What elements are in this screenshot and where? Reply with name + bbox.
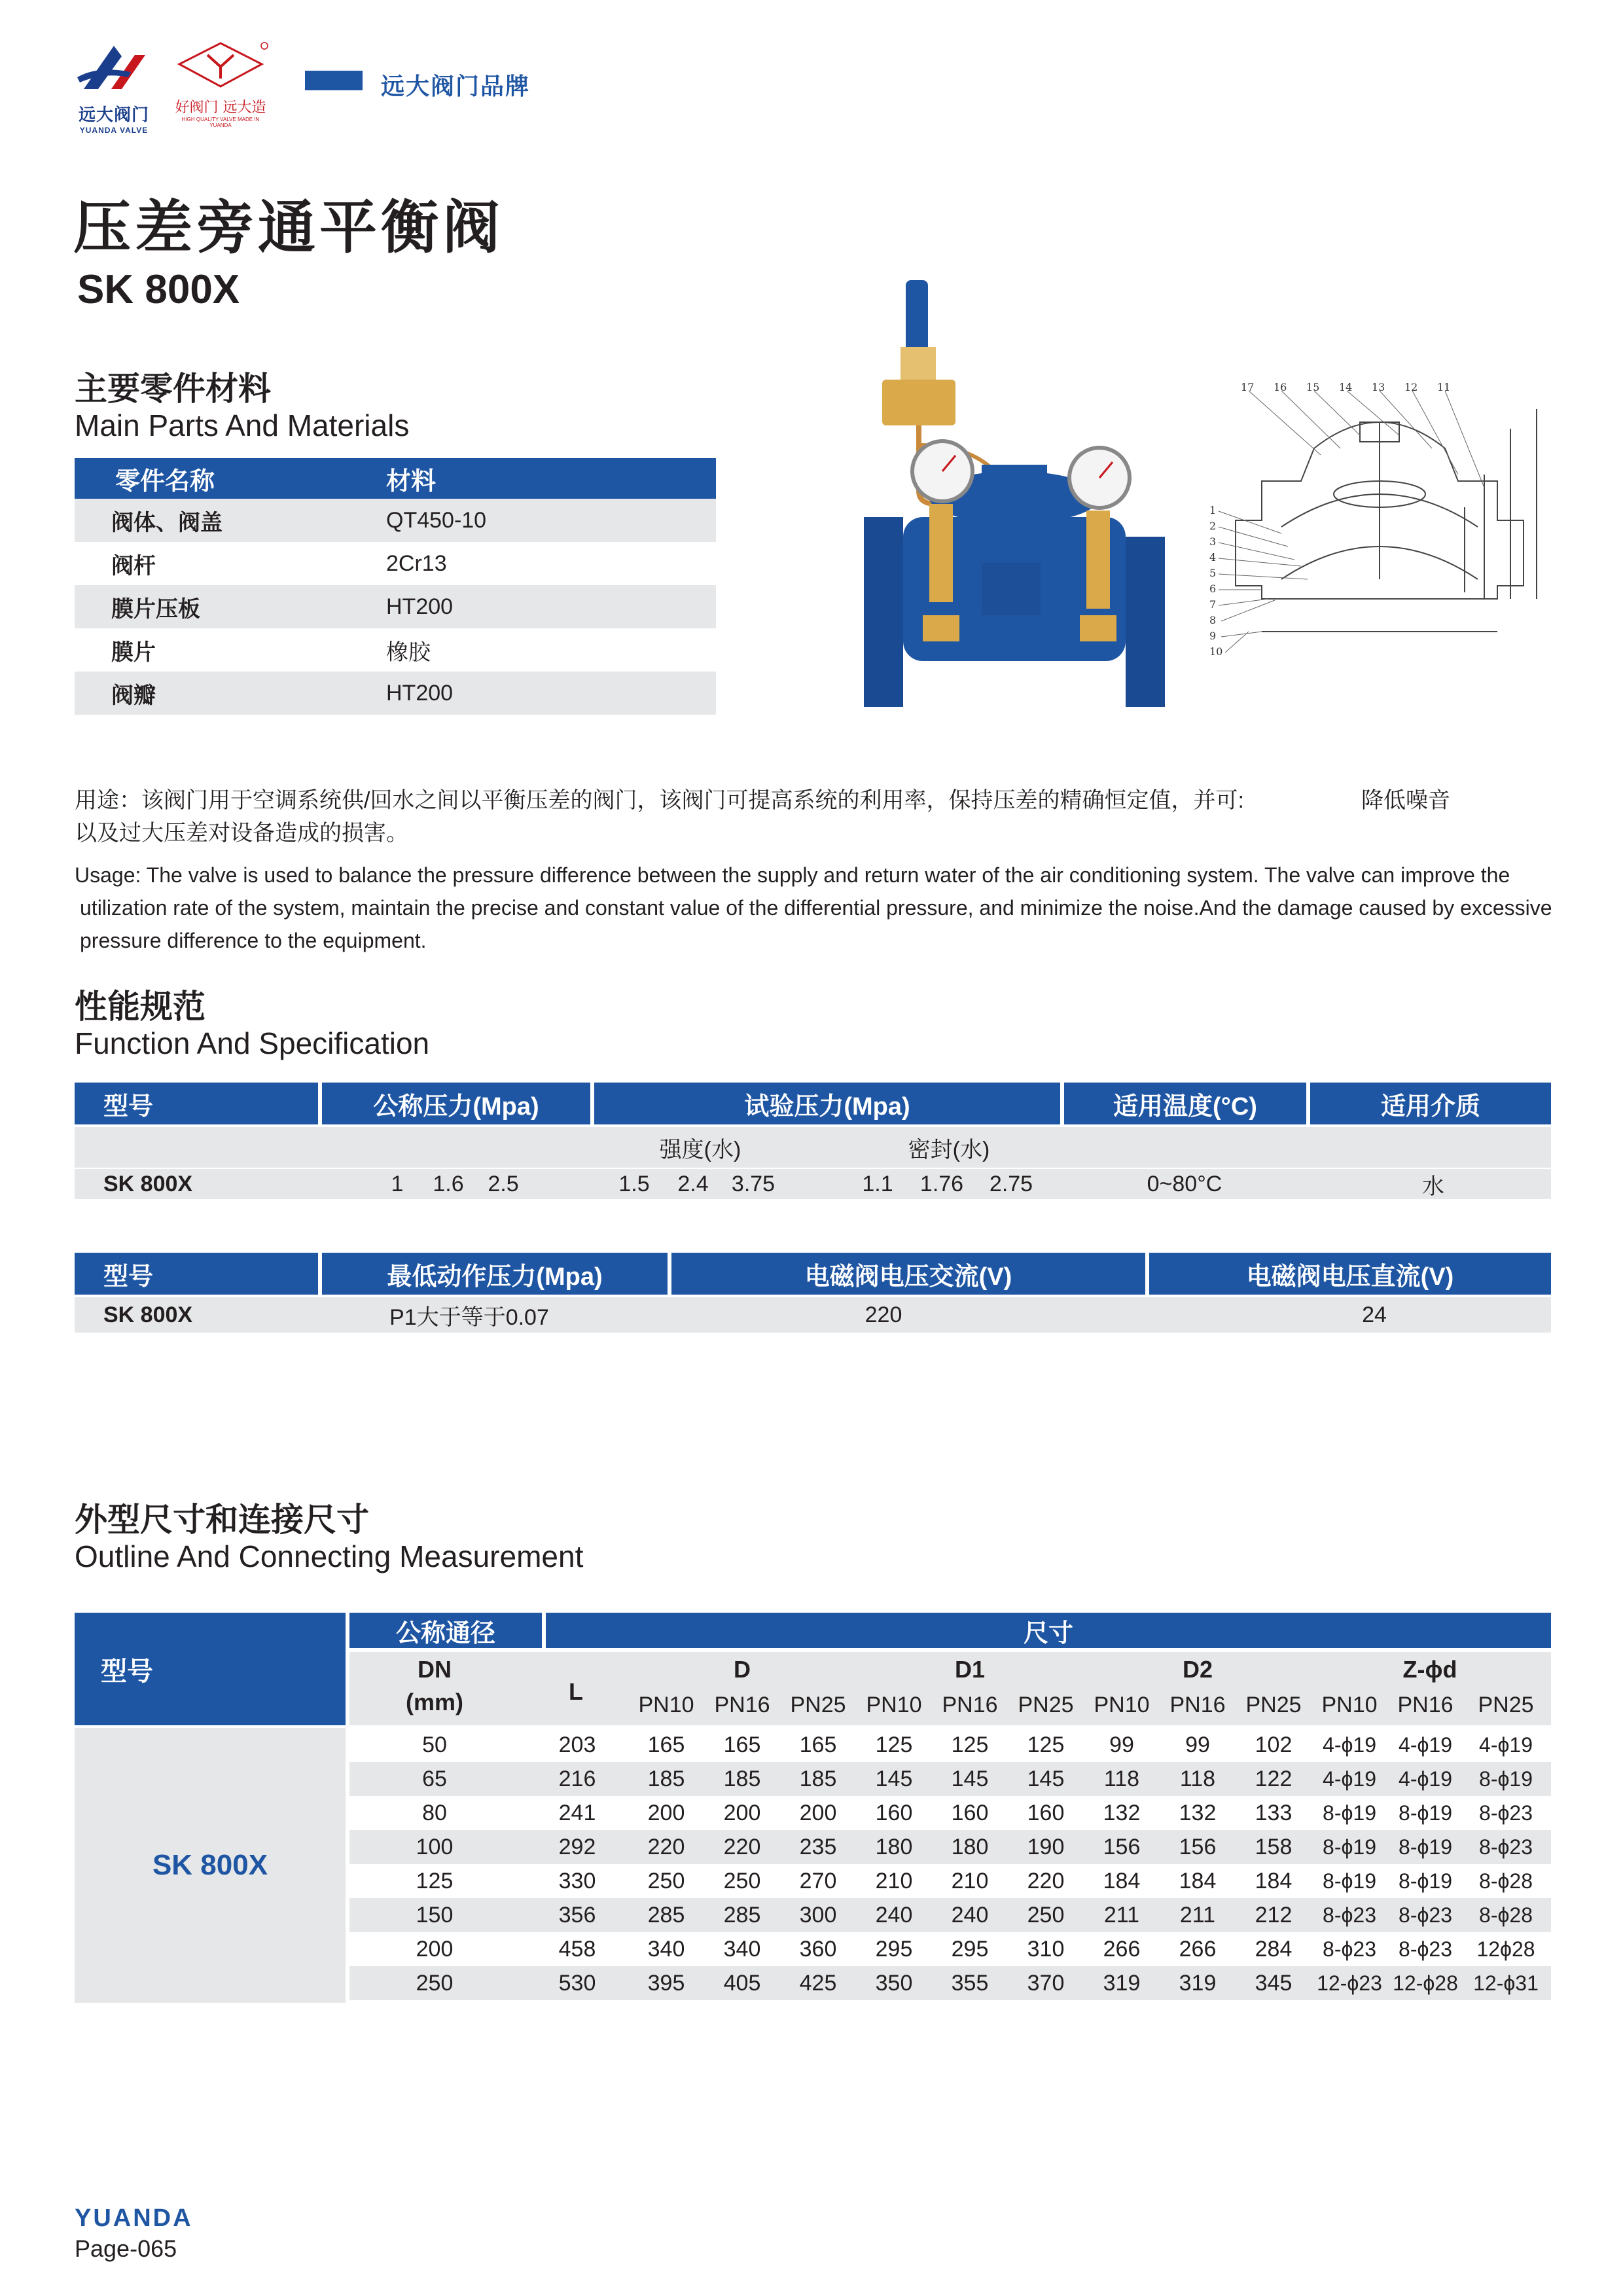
spec1-col-model: 型号 — [75, 1083, 318, 1124]
table-cell: 292 — [558, 1834, 596, 1859]
parts-heading-en: Main Parts And Materials — [75, 408, 410, 442]
part-material: QT450-10 — [386, 507, 487, 533]
dims-group-header: D — [734, 1656, 751, 1683]
dims-heading: 外型尺寸和连接尺寸 — [75, 1501, 369, 1538]
table-cell: 340 — [723, 1936, 761, 1962]
table-cell: 405 — [723, 1970, 761, 1996]
table-cell: 118 — [1103, 1766, 1140, 1791]
dims-group-header: D1 — [954, 1656, 986, 1683]
part-name: 膜片压板 — [111, 596, 200, 622]
drawing-label: 2 — [1209, 520, 1217, 532]
table-cell: 355 — [951, 1970, 989, 1996]
table-cell: 12-ϕ31 — [1473, 1971, 1539, 1995]
table-cell: 160 — [1027, 1800, 1065, 1825]
table-cell: 395 — [647, 1970, 685, 1996]
dims-group-header: Z-ϕd — [1402, 1656, 1457, 1683]
spec1-model: SK 800X — [103, 1171, 193, 1196]
spec2-col-min-pressure: 最低动作压力(Mpa) — [322, 1253, 668, 1295]
spec2-ac: 220 — [865, 1302, 902, 1327]
table-cell: 122 — [1255, 1766, 1293, 1791]
table-cell: 8-ϕ19 — [1399, 1869, 1452, 1893]
table-row — [75, 628, 716, 672]
drawing-label: 8 — [1209, 614, 1217, 626]
table-cell: 145 — [951, 1766, 989, 1791]
table-cell: 150 — [416, 1902, 454, 1928]
left-flange — [864, 517, 903, 707]
spec2-col-model: 型号 — [75, 1253, 318, 1295]
table-cell: 220 — [723, 1834, 761, 1859]
spec2-dc: 24 — [1362, 1302, 1387, 1327]
table-cell: 200 — [723, 1800, 761, 1825]
table-cell: 319 — [1103, 1970, 1141, 1996]
product-model: SK 800X — [77, 267, 240, 312]
parts-heading: 主要零件材料 — [75, 370, 271, 407]
spec-heading: 性能规范 — [75, 988, 205, 1025]
table-cell: 80 — [422, 1800, 447, 1825]
drawing-label: 5 — [1209, 567, 1217, 579]
part-name: 阀瓣 — [111, 683, 156, 708]
dims-pn-header: PN10 — [866, 1692, 922, 1717]
table-cell: 145 — [1027, 1766, 1065, 1791]
logo-text: 远大阀门 — [78, 105, 149, 124]
dims-pn-header: PN16 — [942, 1692, 998, 1717]
table-cell: 156 — [1103, 1834, 1141, 1859]
table-cell: 132 — [1179, 1800, 1217, 1825]
table-cell: 425 — [799, 1970, 837, 1996]
usage-en-line1: Usage: The valve is used to balance the pressure difference between the supply and return water of the air conditioning system. The valve can improve the — [75, 863, 1510, 887]
footer-brand: YUANDA — [75, 2204, 193, 2232]
table-cell: 530 — [558, 1970, 596, 1996]
drawing-label: 9 — [1209, 630, 1217, 642]
dims-pn-header: PN16 — [1169, 1692, 1226, 1717]
table-cell: 4-ϕ19 — [1323, 1732, 1376, 1757]
table-cell: 185 — [647, 1766, 685, 1791]
dims-col-dn-group: 公称通径 — [349, 1613, 542, 1648]
spec1-col-test: 试验压力(Mpa) — [594, 1083, 1060, 1124]
dims-L: L — [569, 1678, 583, 1705]
dims-col-size: 尺寸 — [546, 1613, 1551, 1648]
table-cell: 211 — [1103, 1902, 1140, 1928]
usage-en-line2: utilization rate of the system, maintain the precise and constant value of the differential pressure, and minimize the noise.And the damage caused by excessive — [80, 896, 1552, 920]
spec2-col-dc: 电磁阀电压直流(V) — [1149, 1253, 1551, 1295]
table-cell: 319 — [1179, 1970, 1217, 1996]
spec1-nominal: 1 — [391, 1171, 404, 1196]
usage-cn-line1-tail: 降低噪音 — [1361, 788, 1450, 813]
usage-cn-line1: 用途：该阀门用于空调系统供/回水之间以平衡压差的阀门，该阀门可提高系统的利用率，保持压差的精确恒定值，并可: — [75, 788, 1244, 813]
part-material: 橡胶 — [386, 639, 431, 665]
drawing-label: 11 — [1437, 383, 1451, 393]
spec1-seal: 1.76 — [919, 1171, 964, 1196]
table-cell: 8-ϕ23 — [1479, 1835, 1533, 1859]
yaoyu-emblem-icon — [171, 41, 270, 89]
table-cell: 270 — [799, 1868, 837, 1893]
table-cell: 125 — [951, 1732, 989, 1757]
table-cell: 345 — [1255, 1970, 1293, 1996]
dims-pn-header: PN25 — [1245, 1692, 1302, 1717]
table-cell: 12ϕ28 — [1476, 1937, 1535, 1961]
logo-subtext: YUANDA VALVE — [79, 126, 149, 135]
table-cell: 8-ϕ23 — [1323, 1903, 1376, 1927]
table-cell: 284 — [1255, 1936, 1293, 1962]
table-cell: 50 — [422, 1732, 447, 1757]
table-cell: 4-ϕ19 — [1399, 1767, 1452, 1791]
table-cell: 100 — [416, 1834, 454, 1859]
drawing-label: 7 — [1209, 598, 1217, 611]
header-accent-bar — [305, 71, 363, 90]
table-cell: 350 — [875, 1970, 913, 1996]
table-cell: 4-ϕ19 — [1399, 1732, 1452, 1757]
table-cell: 132 — [1103, 1800, 1141, 1825]
table-cell: 240 — [951, 1902, 989, 1928]
table-row — [75, 585, 716, 628]
dims-group-header: D2 — [1182, 1656, 1213, 1683]
spec1-seal: 2.75 — [989, 1171, 1033, 1196]
table-cell: 8-ϕ28 — [1479, 1869, 1533, 1893]
part-name: 阀杆 — [111, 553, 156, 579]
table-row — [75, 672, 716, 715]
part-name: 膜片 — [111, 639, 156, 665]
table-cell: 285 — [723, 1902, 761, 1928]
table-cell: 235 — [799, 1834, 837, 1859]
table-cell: 266 — [1179, 1936, 1217, 1962]
spec1-strength: 3.75 — [731, 1171, 776, 1196]
logo-slogan-en: HIGH QUALITY VALVE MADE IN YUANDA — [181, 117, 260, 128]
dims-col-model: 型号 — [75, 1613, 346, 1725]
logo-slogan: 好阀门 远大造 — [175, 99, 266, 116]
table-cell: 118 — [1179, 1766, 1216, 1791]
usage-cn-line2: 以及过大压差对设备造成的损害。 — [75, 821, 408, 846]
table-cell: 458 — [558, 1936, 596, 1962]
table-cell: 360 — [799, 1936, 837, 1962]
table-cell: 133 — [1255, 1800, 1293, 1825]
parts-table — [75, 458, 716, 715]
spec1-temp: 0~80°C — [1147, 1171, 1222, 1196]
drawing-label: 1 — [1209, 504, 1217, 516]
table-cell: 8-ϕ19 — [1399, 1835, 1452, 1859]
page-number: Page-065 — [75, 2235, 177, 2262]
header-brand: 远大阀门品牌 — [381, 73, 531, 99]
table-cell: 185 — [723, 1766, 761, 1791]
drawing-label: 6 — [1209, 583, 1217, 595]
spec1-nominal: 1.6 — [433, 1171, 464, 1196]
table-cell: 200 — [799, 1800, 837, 1825]
table-cell: 330 — [558, 1868, 596, 1893]
table-cell: 190 — [1027, 1834, 1065, 1859]
spec1-data-row — [75, 1169, 1551, 1199]
dims-mm: (mm) — [406, 1689, 463, 1715]
table-cell: 158 — [1255, 1834, 1293, 1859]
table-cell: 295 — [951, 1936, 989, 1962]
table-cell: 4-ϕ19 — [1323, 1767, 1376, 1791]
table-cell: 160 — [875, 1800, 913, 1825]
table-cell: 184 — [1255, 1868, 1293, 1893]
table-cell: 240 — [875, 1902, 913, 1928]
right-flange — [1126, 537, 1165, 707]
table-cell: 310 — [1027, 1936, 1065, 1962]
pilot-handle — [906, 280, 928, 352]
parts-table-header — [75, 458, 716, 499]
drawing-label: 14 — [1339, 383, 1353, 393]
table-cell: 250 — [723, 1868, 761, 1893]
table-cell: 241 — [558, 1800, 596, 1825]
dims-pn-header: PN16 — [1397, 1692, 1454, 1717]
table-cell: 8-ϕ23 — [1479, 1801, 1533, 1825]
valve-photo — [864, 275, 1171, 707]
dims-pn-header: PN25 — [1478, 1692, 1534, 1717]
dims-pn-header: PN10 — [1321, 1692, 1378, 1717]
table-cell: 8-ϕ23 — [1399, 1903, 1452, 1927]
table-cell: 266 — [1103, 1936, 1141, 1962]
table-cell: 8-ϕ19 — [1323, 1801, 1376, 1825]
table-cell: 65 — [422, 1766, 447, 1791]
table-cell: 8-ϕ19 — [1479, 1767, 1533, 1791]
table-row — [75, 542, 716, 585]
table-cell: 125 — [875, 1732, 913, 1757]
drawing-label: 15 — [1306, 383, 1320, 393]
table-cell: 4-ϕ19 — [1479, 1732, 1533, 1757]
pilot-body — [901, 347, 936, 380]
part-material: HT200 — [386, 594, 454, 619]
table-cell: 165 — [647, 1732, 685, 1757]
table-cell: 8-ϕ23 — [1399, 1937, 1452, 1961]
dims-pn-header: PN10 — [1094, 1692, 1150, 1717]
drawing-label: 13 — [1372, 383, 1385, 393]
table-cell: 250 — [1027, 1902, 1065, 1928]
table-cell: 185 — [799, 1766, 837, 1791]
table-cell: 160 — [951, 1800, 989, 1825]
table-cell: 295 — [875, 1936, 913, 1962]
spec1-subheader-row — [75, 1127, 1551, 1168]
spec1-medium: 水 — [1422, 1174, 1444, 1199]
spec1-strength: 2.4 — [677, 1171, 709, 1196]
yuanda-logo — [72, 43, 156, 135]
col-material: 材料 — [386, 467, 437, 495]
spec1-sub-strength: 强度(水) — [659, 1137, 741, 1162]
table-cell: 180 — [875, 1834, 913, 1859]
dims-dn: DN — [418, 1656, 452, 1683]
table-cell: 8-ϕ19 — [1323, 1869, 1376, 1893]
col-part-name: 零件名称 — [115, 467, 215, 495]
table-cell: 8-ϕ28 — [1479, 1903, 1533, 1927]
table-cell: 184 — [1103, 1868, 1141, 1893]
table-cell: 125 — [1027, 1732, 1065, 1757]
table-cell: 200 — [647, 1800, 685, 1825]
table-cell: 125 — [416, 1868, 454, 1893]
spec-heading-en: Function And Specification — [75, 1026, 430, 1060]
usage-en-line3: pressure difference to the equipment. — [80, 929, 427, 952]
dims-pn-header: PN25 — [790, 1692, 846, 1717]
table-cell: 356 — [558, 1902, 596, 1928]
table-cell: 99 — [1185, 1732, 1210, 1757]
product-title: 压差旁通平衡阀 — [73, 195, 505, 260]
drawing-label: 3 — [1209, 535, 1217, 548]
table-cell: 211 — [1179, 1902, 1216, 1928]
table-cell: 145 — [875, 1766, 913, 1791]
dims-pn-header: PN25 — [1018, 1692, 1074, 1717]
spec2-min-pressure: P1大于等于0.07 — [389, 1304, 549, 1330]
table-cell: 216 — [558, 1766, 596, 1791]
part-material: HT200 — [386, 680, 454, 706]
table-cell: 8-ϕ19 — [1399, 1801, 1452, 1825]
spec1-sub-seal: 密封(水) — [908, 1137, 990, 1162]
table-cell: 12-ϕ28 — [1393, 1971, 1458, 1995]
yuanda-logo-mark-icon — [72, 43, 156, 96]
table-row — [75, 499, 716, 542]
table-cell: 340 — [647, 1936, 685, 1962]
table-cell: 210 — [875, 1868, 913, 1893]
dims-heading-en: Outline And Connecting Measurement — [75, 1539, 584, 1573]
part-material: 2Cr13 — [386, 550, 447, 576]
drawing-label: 16 — [1274, 383, 1287, 393]
spec2-model: SK 800X — [103, 1302, 193, 1327]
drawing-label: 4 — [1209, 551, 1217, 564]
table-cell: 250 — [647, 1868, 685, 1893]
spec1-seal: 1.1 — [862, 1171, 893, 1196]
spec1-strength: 1.5 — [618, 1171, 650, 1196]
table-cell: 8-ϕ23 — [1323, 1937, 1376, 1961]
spec2-col-ac: 电磁阀电压交流(V) — [671, 1253, 1145, 1295]
spec1-nominal: 2.5 — [488, 1171, 519, 1196]
yaoyu-logo — [171, 41, 270, 126]
table-cell: 210 — [951, 1868, 989, 1893]
table-cell: 220 — [1027, 1868, 1065, 1893]
table-cell: 8-ϕ19 — [1323, 1835, 1376, 1859]
table-cell: 180 — [951, 1834, 989, 1859]
dims-pn-header: PN10 — [638, 1692, 694, 1717]
table-cell: 102 — [1255, 1732, 1293, 1757]
table-cell: 156 — [1179, 1834, 1217, 1859]
drawing-label: 10 — [1209, 645, 1223, 658]
table-cell: 220 — [647, 1834, 685, 1859]
pilot-chamber — [882, 380, 955, 425]
dims-pn-header: PN16 — [714, 1692, 770, 1717]
table-cell: 165 — [723, 1732, 761, 1757]
table-cell: 300 — [799, 1902, 837, 1928]
part-name: 阀体、阀盖 — [111, 510, 223, 535]
spec1-col-temp: 适用温度(°C) — [1064, 1083, 1306, 1124]
table-cell: 12-ϕ23 — [1317, 1971, 1382, 1995]
table-cell: 200 — [416, 1936, 454, 1962]
spec1-col-nominal: 公称压力(Mpa) — [322, 1083, 590, 1124]
dims-model: SK 800X — [75, 1728, 346, 2003]
drawing-label: 12 — [1404, 383, 1418, 393]
table-cell: 203 — [558, 1732, 596, 1757]
table-cell: 184 — [1179, 1868, 1217, 1893]
spec1-col-medium: 适用介质 — [1310, 1083, 1551, 1124]
table-cell: 99 — [1109, 1732, 1134, 1757]
table-cell: 250 — [416, 1970, 454, 1996]
table-cell: 165 — [799, 1732, 837, 1757]
table-cell: 212 — [1255, 1902, 1293, 1928]
table-cell: 285 — [647, 1902, 685, 1928]
table-cell: 370 — [1027, 1970, 1065, 1996]
drawing-label: 17 — [1241, 383, 1255, 393]
valve-cross-section-drawing — [1209, 383, 1563, 671]
